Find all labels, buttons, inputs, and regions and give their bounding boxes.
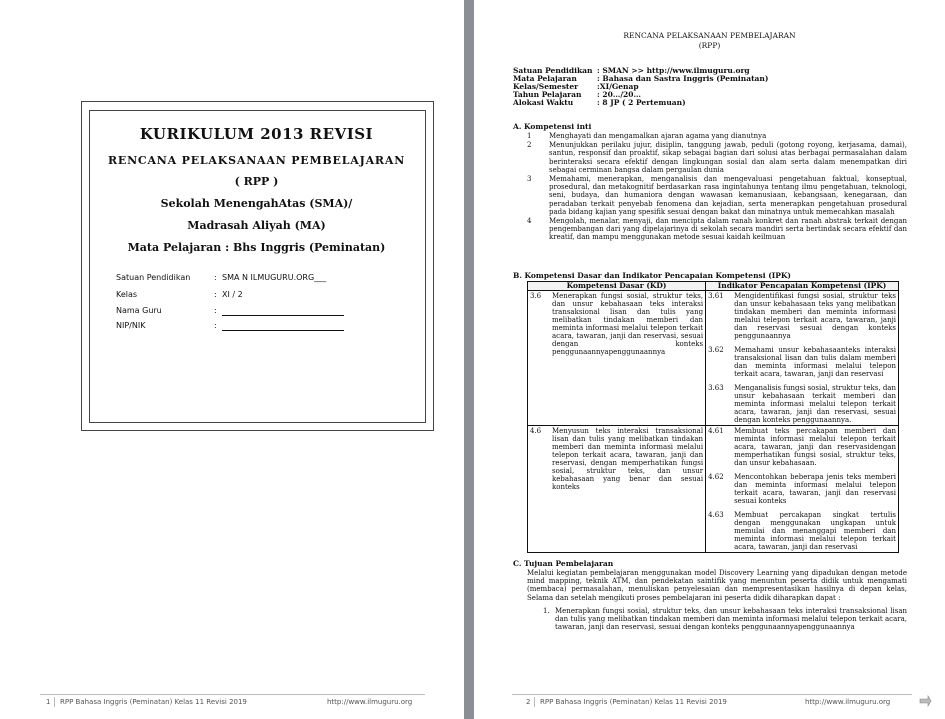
blank-line bbox=[222, 321, 344, 331]
kd-cell: 3.6 Menerapkan fungsi sosial, struktur teks, dan unsur kebahasaan teks interaksi transaksional lisan dan tulis yang melibatkan tindakan memberi dan meminta informasi melalui telepon terkait acara, tawaran, janji dan reservasi, sesuai dengan konteks penggunaannyapenggunaannya bbox=[528, 291, 706, 426]
section-b-heading: B. Kompetensi Dasar dan Indikator Pencapaian Kompetensi (IPK) bbox=[513, 271, 791, 280]
section-c-heading: C. Tujuan Pembelajaran bbox=[513, 559, 614, 568]
doc-heading-rpp: (RPP) bbox=[698, 41, 721, 50]
cover-school-line2: Madrasah Aliyah (MA) bbox=[187, 219, 326, 232]
page-number: 2 bbox=[526, 698, 531, 706]
footer-rule bbox=[512, 694, 912, 695]
page-number: 1 bbox=[46, 698, 51, 706]
id-value: :XI/Genap bbox=[597, 82, 639, 91]
footer-text: RPP Bahasa Inggris (Peminatan) Kelas 11 Revisi 2019 bbox=[60, 698, 247, 706]
table-header: Indikator Pencapaian Kompetensi (IPK) bbox=[706, 282, 899, 291]
id-label: Alokasi Waktu bbox=[513, 98, 574, 107]
table-header: Kompetensi Dasar (KD) bbox=[528, 282, 706, 291]
table-row bbox=[528, 426, 899, 553]
section-a-heading: A. Kompetensi inti bbox=[513, 122, 592, 131]
id-value: : 8 JP ( 2 Pertemuan) bbox=[597, 98, 686, 107]
cover-subtitle: RENCANA PELAKSANAAN PEMBELAJARAN bbox=[107, 154, 406, 167]
id-value: : 20…/20… bbox=[597, 90, 641, 99]
kd-cell: 4.6 Menyusun teks interaksi transaksional lisan dan tulis yang melibatkan tindakan memberi dan meminta informasi melalui telepon terkait acara, tawaran, janji dan reservasi, dengan memperhatikan fungsi sosial, struktur teks, dan unsur kebahasaan yang benar dan sesuai konteks bbox=[528, 426, 706, 553]
cover-title: KURIKULUM 2013 REVISI bbox=[139, 125, 374, 143]
ki-list bbox=[527, 132, 907, 243]
tujuan-item: 1. Menerapkan fungsi sosial, struktur teks, dan unsur kebahasaan teks interaksi transaksional lisan dan tulis yang melibatkan tindakan memberi dan meminta informasi melalui telepon terkait acara, tawaran, janji dan reservasi, sesuai dengan konteks penggunaannyapenggunaannya bbox=[543, 607, 907, 632]
id-label: Tahun Pelajaran bbox=[513, 90, 582, 99]
footer-text: RPP Bahasa Inggris (Peminatan) Kelas 11 Revisi 2019 bbox=[540, 698, 727, 706]
id-label: Satuan Pendidikan bbox=[513, 66, 593, 75]
ki-item: 4 Mengolah, menalar, menyaji, dan mencipta dalam ranah konkret dan ranah abstrak terkait dengan pengembangan dari yang dipelajarinya di sekolah secara mandiri serta bertindak secara efektif dan kreatif, dan mampu menggunakan metode sesuai kaidah keilmuan bbox=[527, 217, 907, 242]
footer-rule bbox=[40, 694, 425, 695]
id-label: Kelas/Semester bbox=[513, 82, 579, 91]
footer-separator bbox=[534, 697, 535, 707]
next-page-arrow-icon[interactable] bbox=[918, 694, 932, 708]
ipk-cell: 4.61 Membuat teks percakapan memberi dan meminta informasi melalui telepon terkait acara, tawaran, janji dan reservasidengan memperhatikan fungsi sosial, struktur teks, dan unsur kebahasaan. 4.62 Mencontohkan beberapa jenis teks memberi dan meminta informasi melalui telepon terkait acara, tawaran, janji dan reservasi sesuai konteks 4.63 Membuat percakapan singkat tertulis dengan menggunakan ungkapan untuk memulai dan menanggapi memberi dan meminta informasi melalui telepon terkait acara, tawaran, janji dan reservasi bbox=[706, 426, 899, 553]
cover-subject: Mata Pelajaran : Bhs Inggris (Peminatan) bbox=[127, 241, 386, 254]
ipk-cell: 3.61 Mengidentifikasi fungsi sosial, struktur teks dan unsur kebahasaan teks yang melibatkan tindakan memberi dan meminta informasi melalui telepon terkait acara, tawaran, janji dan reservasi sesuai dengan konteks penggunaannya 3.62 Memahami unsur kebahasaanteks interaksi transaksional lisan dan tulis dalam memberi dan meminta informasi melalui telepon terkait acara, tawaran, janji dan reservasi 3.63 Menganalisis fungsi sosial, struktur teks, dan unsur kebahasaan terkait memberi dan meminta informasi melalui telepon terkait acara, tawaran, janji dan reservasi, sesuai dengan konteks penggunaannya. bbox=[706, 291, 899, 426]
blank-line bbox=[222, 306, 344, 316]
cover-school-line1: Sekolah MenengahAtas (SMA)/ bbox=[160, 197, 353, 210]
doc-heading: RENCANA PELAKSANAAN PEMBELAJARAN bbox=[623, 31, 796, 40]
tujuan-intro: Melalui kegiatan pembelajaran menggunakan model Discovery Learning yang dipadukan dengan metode mind mapping, teknik ATM, dan pendekatan saintifik yang menuntun peserta didik untuk mengamati (membaca) permasalahan, menuliskan penyelesaian dan mempresentasikan hasilnya di depan kelas, Selama dan setelah mengikuti proses pembelajaran ini peserta didik diharapkan dapat : bbox=[527, 569, 907, 602]
page-1: KURIKULUM 2013 REVISI RENCANA PELAKSANAAN PEMBELAJARAN ( RPP ) Sekolah MenengahAtas (SMA)/ Madrasah Aliyah (MA) Mata Pelajaran : Bhs Inggris (Peminatan) Satuan Pendidikan : SMA N ILMUGURU.ORG___ Kelas : XI / 2 Nama Guru : NIP/NIK : 1 RPP Bahasa Inggris (Peminatan) Kelas 11 Revisi 2019 http://www.ilmuguru.org bbox=[0, 0, 464, 719]
id-label: Mata Pelajaran bbox=[513, 74, 577, 83]
footer-url[interactable]: http://www.ilmuguru.org bbox=[327, 698, 413, 706]
ki-item: 2 Menunjukkan perilaku jujur, disiplin, tanggung jawab, peduli (gotong royong, kerjasama, damai), santun, responsif dan proaktif, sikap sebagai bagian dari solusi atas berbagai permasalahan dalam berinteraksi secara efektif dengan lingkungan sosial dan alam serta dalam menempatkan diri sebagai cerminan bangsa dalam pergaulan dunia bbox=[527, 141, 907, 174]
page-gutter bbox=[464, 0, 474, 719]
id-value: : Bahasa dan Sastra Inggris (Peminatan) bbox=[597, 74, 769, 83]
footer-separator bbox=[54, 697, 55, 707]
ki-item: 3 Memahami, menerapkan, menganalisis dan mengevaluasi pengetahuan faktual, konseptual, prosedural, dan metakognitif berdasarkan rasa ingintahunya tentang ilmu pengetahuan, teknologi, seni, budaya, dan humaniora dengan wawasan kemanusiaan, kebangsaan, kenegaraan, dan peradaban terkait penyebab fenomena dan kejadian, serta menerapkan pengetahuan prosedural pada bidang kajian yang spesifik sesuai dengan bakat dan minatnya untuk memecahkan masalah bbox=[527, 175, 907, 216]
kd-ipk-table bbox=[527, 281, 899, 553]
id-value: : SMAN >> http://www.ilmuguru.org bbox=[597, 66, 750, 75]
table-row bbox=[528, 291, 899, 426]
ki-item: 1 Menghayati dan mengamalkan ajaran agama yang dianutnya bbox=[527, 132, 767, 140]
cover-rpp: ( RPP ) bbox=[234, 175, 279, 188]
tujuan-list bbox=[543, 607, 907, 638]
footer-url[interactable]: http://www.ilmuguru.org bbox=[805, 698, 891, 706]
